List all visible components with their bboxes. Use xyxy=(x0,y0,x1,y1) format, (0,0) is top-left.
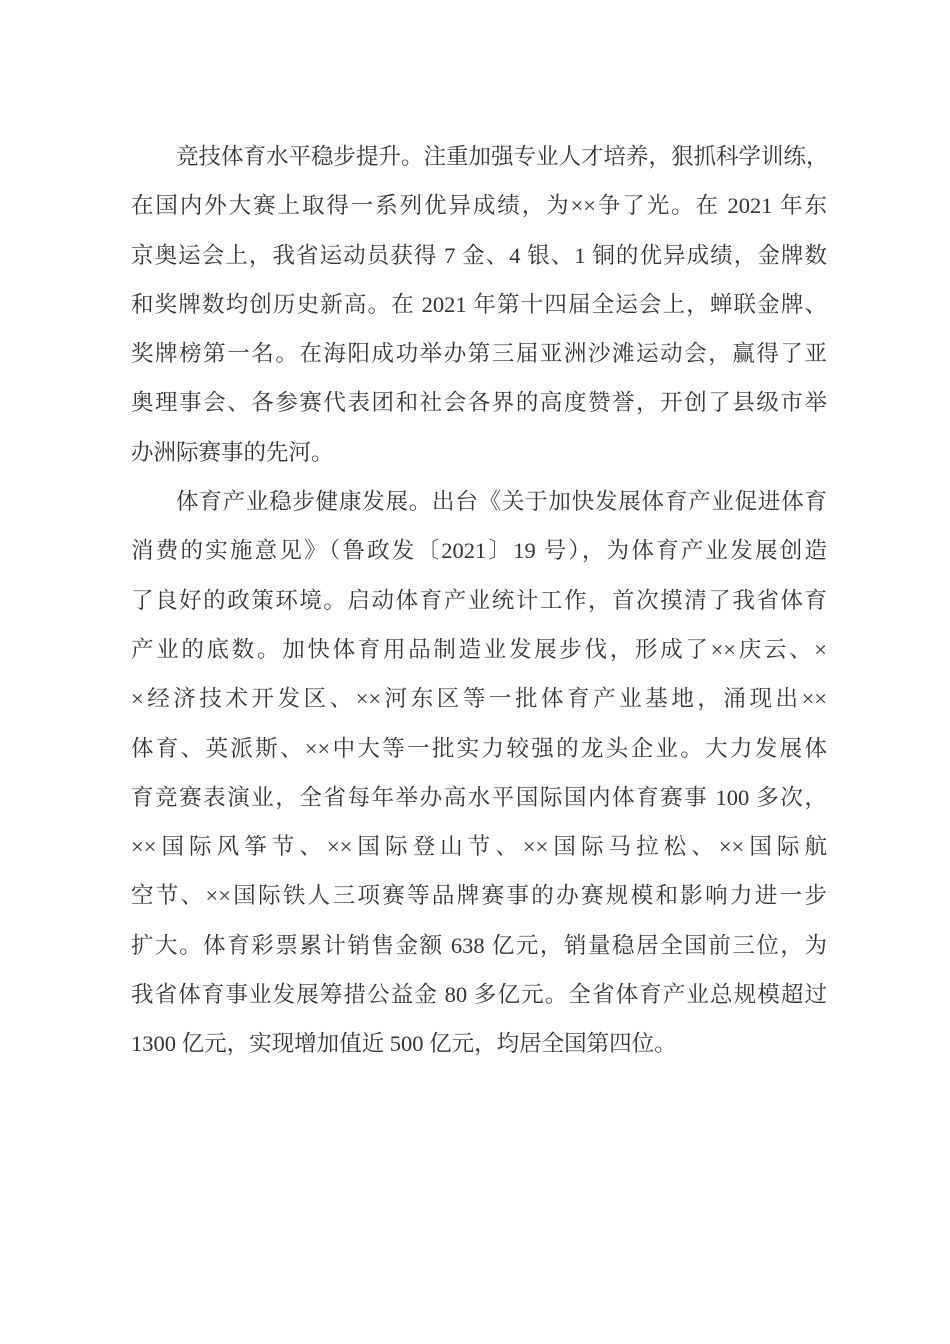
document-text-block xyxy=(131,132,827,1069)
paragraph-line: 京奥运会上，我省运动员获得 7 金、4 银、1 铜的优异成绩，金牌数 xyxy=(131,242,827,268)
paragraph-line: 育竞赛表演业，全省每年举办高水平国际国内体育赛事 100 多次， xyxy=(131,784,827,810)
paragraph-line: ××国际风筝节、××国际登山节、××国际马拉松、××国际航 xyxy=(131,834,827,860)
paragraph-line: 体育产业稳步健康发展。出台《关于加快发展体育产业促进体育 xyxy=(176,489,827,515)
paragraph-line: 消费的实施意见》（鲁政发〔2021〕19 号），为体育产业发展创造 xyxy=(131,538,827,564)
paragraph-line: 空节、××国际铁人三项赛等品牌赛事的办赛规模和影响力进一步 xyxy=(131,883,827,909)
paragraph-line: 1300 亿元，实现增加值近 500 亿元，均居全国第四位。 xyxy=(131,1031,677,1057)
paragraph-line: 扩大。体育彩票累计销售金额 638 亿元，销量稳居全国前三位，为 xyxy=(131,932,827,958)
paragraph-line: 体育、英派斯、××中大等一批实力较强的龙头企业。大力发展体 xyxy=(131,735,827,761)
paragraph-line: 竞技体育水平稳步提升。注重加强专业人才培养，狠抓科学训练， xyxy=(176,144,829,169)
paragraph-line: 我省体育事业发展筹措公益金 80 多亿元。全省体育产业总规模超过 xyxy=(131,982,827,1008)
paragraph-line: 办洲际赛事的先河。 xyxy=(131,439,334,465)
paragraph xyxy=(131,132,827,477)
paragraph-line: 了良好的政策环境。启动体育产业统计工作，首次摸清了我省体育 xyxy=(131,587,827,613)
paragraph-line: 奥理事会、各参赛代表团和社会各界的高度赞誉，开创了县级市举 xyxy=(131,390,827,416)
paragraph-line: 和奖牌数均创历史新高。在 2021 年第十四届全运会上，蝉联金牌、 xyxy=(131,291,827,317)
paragraph-line: 奖牌榜第一名。在海阳成功举办第三届亚洲沙滩运动会，赢得了亚 xyxy=(131,341,827,367)
paragraph-line: ×经济技术开发区、××河东区等一批体育产业基地，涌现出×× xyxy=(131,686,827,712)
paragraph-line: 在国内外大赛上取得一系列优异成绩，为××争了光。在 2021 年东 xyxy=(131,193,827,219)
paragraph-line: 产业的底数。加快体育用品制造业发展步伐，形成了××庆云、× xyxy=(131,636,827,662)
paragraph xyxy=(131,477,827,1069)
